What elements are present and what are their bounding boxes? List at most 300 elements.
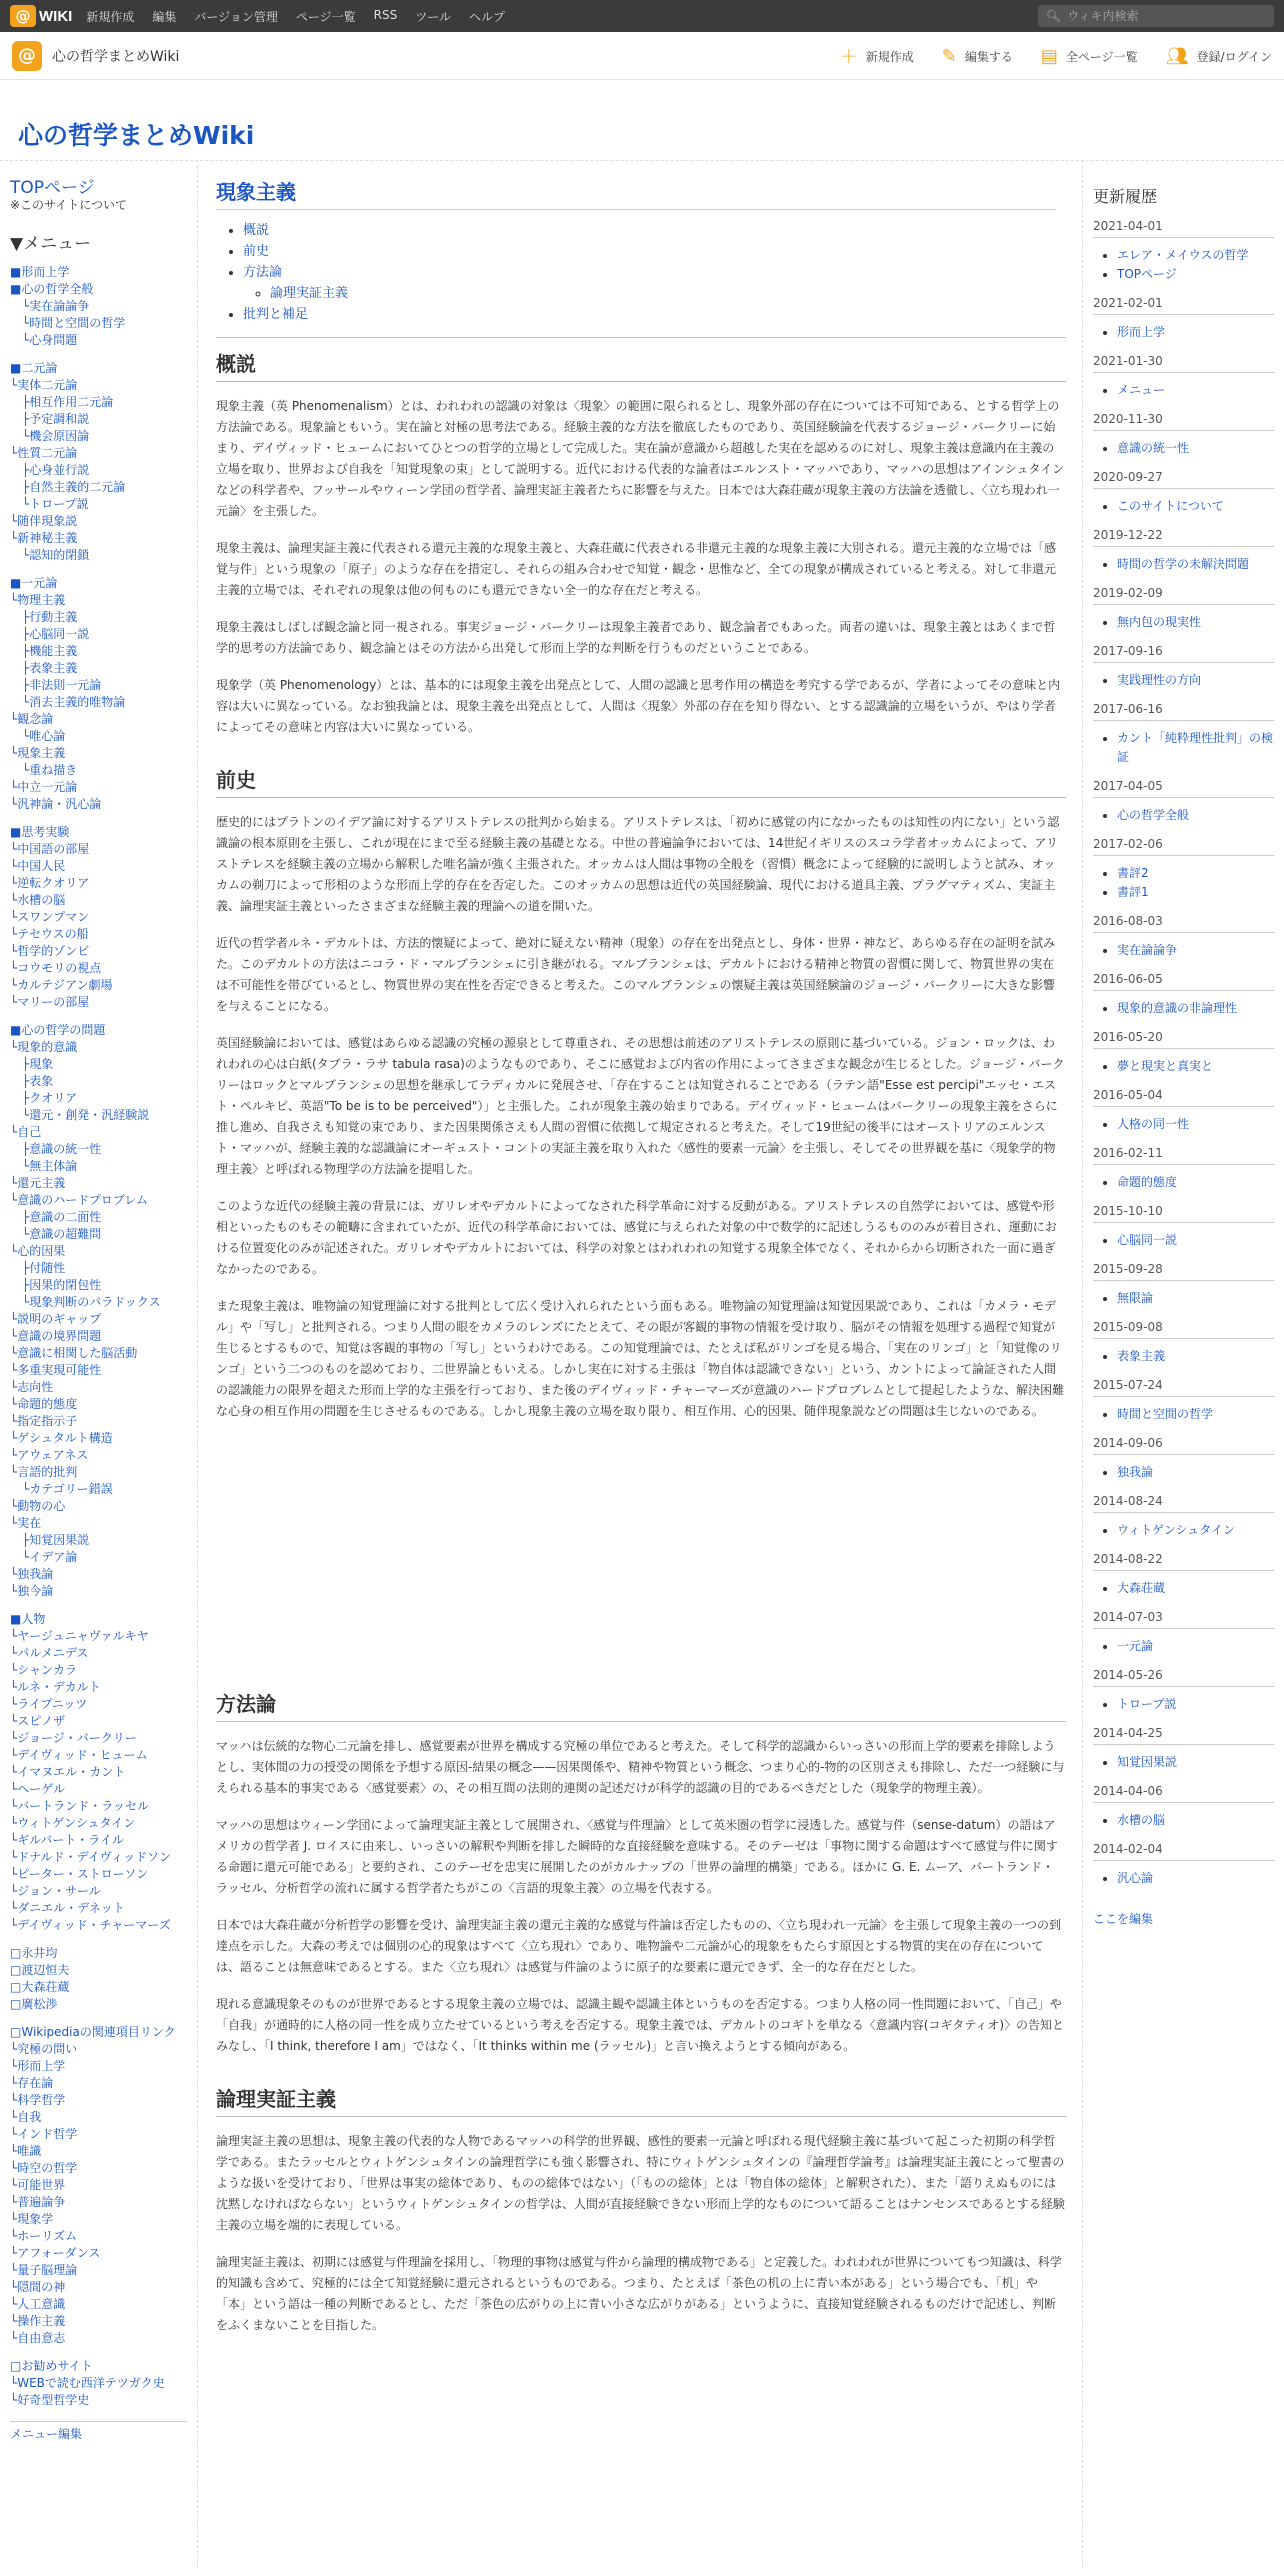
sidebar-item[interactable]: └スピノザ [10, 1714, 66, 1728]
changed-page-link[interactable]: 夢と現実と真実と [1117, 1059, 1214, 1073]
menu-new[interactable]: 新規作成 [86, 9, 135, 24]
change-date: 2014-09-06 [1093, 1436, 1274, 1455]
sidebar-item[interactable]: └中国人民 [10, 859, 66, 873]
sidebar-item[interactable]: ├意識の統一性 [10, 1142, 102, 1156]
paragraph: 日本では大森荘蔵が分析哲学の影響を受け、論理実証主義の還元主義的な感覚与件論は否定したものの、〈立ち現われ一元論〉を主張して現象主義の一つの到達点を示した。大森の考えでは個別の心的現象はすべて〈立ち現れ〉であり、唯物論や二元論が心的現象をもたらす原因とする物質的実在の存在については、語ることは無意味であるとする。また〈立ち現れ〉は感覚与件論のように原子的な要素に還元できず、全一的な存在だとした。 [216, 1918, 1062, 1974]
sidebar-item[interactable]: └ヘーゲル [10, 1782, 65, 1796]
sidebar-item[interactable]: □廣松渉 [10, 1997, 58, 2011]
sidebar-item[interactable]: └現象判断のパラドックス [10, 1295, 161, 1309]
sidebar-item[interactable]: └デイヴィッド・チャーマーズ [10, 1918, 171, 1932]
sidebar-item[interactable]: └独我論 [10, 1567, 54, 1581]
change-list [1117, 1231, 1274, 1250]
change-date: 2016-05-04 [1093, 1088, 1274, 1107]
sidebar-item[interactable]: └バートランド・ラッセル [10, 1799, 149, 1813]
change-date: 2019-12-22 [1093, 528, 1274, 547]
changed-page-link[interactable]: 命題的態度 [1117, 1175, 1178, 1189]
menu-rss[interactable]: RSS [373, 7, 398, 22]
toc-link[interactable]: 論理実証主義 [270, 286, 349, 301]
menu-help[interactable]: ヘルプ [469, 9, 506, 24]
menu-edit-label[interactable]: メニュー編集 [10, 2427, 83, 2441]
change-list [1117, 1811, 1274, 1830]
sidebar-item[interactable]: □お勧めサイト [10, 2359, 93, 2373]
change-date: 2014-08-22 [1093, 1552, 1274, 1571]
change-list [1117, 941, 1274, 960]
sidebar-item[interactable]: └重ね描き [10, 763, 78, 777]
changed-page-link[interactable]: 時間の哲学の未解決問題 [1117, 557, 1250, 571]
list-item [1117, 729, 1274, 767]
sidebar-item[interactable]: ■二元論 [10, 361, 58, 375]
recent-changes-title: 更新履歴 [1093, 187, 1158, 206]
list-item [1117, 246, 1274, 265]
sidebar-item[interactable]: └ライプニッツ [10, 1697, 88, 1711]
article-sections [216, 348, 1066, 2336]
changed-page-link[interactable]: 無限論 [1117, 1291, 1154, 1305]
sidebar-item[interactable]: └ギルバート・ライル [10, 1833, 124, 1847]
change-list [1117, 1579, 1274, 1598]
list-item [1117, 883, 1274, 902]
changed-page-link[interactable]: 書評1 [1117, 885, 1149, 899]
recent-changes-list [1093, 219, 1274, 1888]
sidebar-item[interactable]: └形而上学 [10, 2059, 66, 2073]
sidebar-item[interactable]: └多重実現可能性 [10, 1363, 102, 1377]
sidebar-item[interactable]: └実体二元論 [10, 378, 78, 392]
changed-page-link[interactable]: エレア・メイウスの哲学 [1117, 248, 1249, 262]
change-list [1117, 1463, 1274, 1482]
login-label: 登録/ログイン [1196, 49, 1272, 64]
change-date: 2016-02-11 [1093, 1146, 1274, 1165]
sidebar-item[interactable]: └ウィトゲンシュタイン [10, 1816, 136, 1830]
sidebar-item[interactable]: └中国語の部屋 [10, 842, 90, 856]
sidebar-item[interactable]: └性質二元論 [10, 446, 78, 460]
changed-page-link[interactable]: 意識の統一性 [1117, 441, 1190, 455]
menu-tools[interactable]: ツール [415, 9, 451, 24]
sidebar-item[interactable]: └心身問題 [10, 333, 78, 347]
list-item [1117, 1057, 1274, 1076]
sidebar-item[interactable]: □大森荘蔵 [10, 1980, 70, 1994]
sidebar-item[interactable]: └意識のハードプロブレム [10, 1193, 148, 1207]
paragraph: 英国経験論においては、感覚はあらゆる認識の究極の源泉として尊重され、その思想は前述のアリストテレスの原則に基づいている。ジョン・ロックは、われわれの心は白紙(タブラ・ラサ tabula rasa)のようなものであり、そこに感覚および内省の作用によってさまざまな観念が生じるとした。ジョージ・バークリーはロックとマルブランシェの思想を継承してラディカルに発展させ、「存在することは知覚されることである（ラテン語"Esse est percipi"エッセ・エスト・ペルキピ、英語"To be is to be perceived"）」と主張した。これが現象主義の始まりである。デイヴィッド・ヒュームはバークリーの現象主義をさらに推し進め、自我さえも知覚の束であり、また因果関係さえも人間の習慣に依拠して規定されると考えた。そして19世紀の後半にはオーストリアのエルンスト・マッハが、経験主義的な認識論にオーギュスト・コントの実証主義を取り入れた〈感性的要素一元論〉を主張し、そしてその世界観を基に〈現象学的物理主義〉と呼ばれる物理学の方法論を提唱した。 [216, 1036, 1065, 1176]
sidebar-item[interactable]: ├非法則一元論 [10, 678, 102, 692]
toc-item [243, 304, 1066, 325]
paragraph: 論理実証主義は、初期には感覚与件理論を採用し、「物理的事物は感覚与件から論理的構成物である」と定義した。われわれが世界についてもつ知識は、科学的知識も含めて、究極的には全て知覚経験に還元されるというものである。つまり、たとえば「茶色の机の上に青い本がある」という場合でも、「机」や「本」という語は一種の判断であるとし、ただ「茶色の広がりの上に青い小さな広がりがある」というように、直接知覚経験されるものだけで記述し、判断をふくまないことを目指した。 [216, 2255, 1062, 2332]
sidebar-item[interactable]: └普遍論争 [10, 2195, 66, 2209]
sidebar-item[interactable]: └自由意志 [10, 2331, 66, 2345]
sidebar-item[interactable]: └操作主義 [10, 2314, 66, 2328]
paragraph: 近代の哲学者ルネ・デカルトは、方法的懐疑によって、絶対に疑えない精神（現象）の存在を出発点とし、身体・世界・神など、あらゆる存在の証明を試みた。このデカルトの方法はニコラ・ド・マルブランシェに引き継がれる。マルブランシェは、デカルトにおける精神と物質の習慣に関して、物質世界の実在は不可能性を帯びているとし、物質世界の実在性を否定できると考えた。このマルブランシェの懐疑主義は英国経験論のジョージ・バークリーに大きな影響を与えることになる。 [216, 936, 1056, 1013]
change-date: 2015-09-08 [1093, 1320, 1274, 1339]
toc-link[interactable]: 批判と補足 [243, 307, 309, 322]
changed-page-link[interactable]: 一元論 [1117, 1639, 1154, 1653]
changed-page-link[interactable]: 人格の同一性 [1117, 1117, 1190, 1131]
sidebar-item[interactable]: └実在 [10, 1516, 42, 1530]
change-list [1117, 1115, 1274, 1134]
sidebar-item[interactable]: └物理主義 [10, 593, 66, 607]
sidebar-item[interactable]: └唯識 [10, 2144, 42, 2158]
menu-heading: ▼メニュー [10, 234, 92, 254]
list-item [1117, 1115, 1274, 1134]
sidebar-item[interactable]: └隠間の神 [10, 2280, 66, 2294]
sidebar-item[interactable]: ├予定調和説 [10, 412, 90, 426]
sidebar-item[interactable]: └ジョージ・バークリー [10, 1731, 137, 1745]
change-date: 2014-08-24 [1093, 1494, 1274, 1513]
changed-page-link[interactable]: 書評2 [1117, 866, 1149, 880]
sidebar-item[interactable]: └機会原因論 [10, 429, 90, 443]
menu-group [10, 264, 187, 349]
sidebar-item[interactable]: └コウモリの視点 [10, 961, 102, 975]
change-date: 2017-04-05 [1093, 779, 1274, 798]
sidebar-item[interactable]: □渡辺恒夫 [10, 1963, 70, 1977]
menu-group [10, 1022, 187, 1600]
list-item [1117, 497, 1274, 516]
list-item [1117, 1695, 1274, 1714]
change-date: 2021-01-30 [1093, 354, 1274, 373]
list-item [1117, 1869, 1274, 1888]
sidebar-item[interactable]: └可能世界 [10, 2178, 66, 2192]
changed-page-link[interactable]: 実践理性の方向 [1117, 673, 1202, 687]
sidebar-item[interactable]: └意識の超難問 [10, 1227, 102, 1241]
paragraph: 現象主義（英 Phenomenalism）とは、われわれの認識の対象は〈現象〉の範囲に限られるとし、現象外部の存在については不可知である、とする哲学上の方法論である。現象論ともいう。実在論と対極の思考法である。経験主義的な方法を徹底したものであり、英国経験論を代表するジョージ・バークリーに始まり、デイヴィッド・ヒュームにおいてひとつの哲学的立場として完成した。実在論が意識から超越した実在を認めるのに対し、現象主義は意識内在主義の立場を取り、世界および自我を「知覚現象の束」として説明する。近代における代表的な論者はエルンスト・マッハであり、マッハの思想はアインシュタインなどの科学者や、フッサールやウィーン学団の哲学者、論理実証主義者たちに影響を与えた。日本では大森荘蔵が現象主義の方法論を透徹し、〈立ち現われ一元論〉を主張した。 [216, 399, 1065, 518]
sidebar-item[interactable]: └現象主義 [10, 746, 66, 760]
change-list [1117, 1695, 1274, 1714]
list-item [1117, 613, 1274, 632]
menu-groups [10, 264, 187, 2409]
change-date: 2014-04-25 [1093, 1726, 1274, 1745]
change-list [1117, 613, 1274, 632]
header-actions [812, 32, 1272, 80]
edit-here-link[interactable]: ここを編集 [1093, 1912, 1154, 1926]
sidebar-item[interactable]: □Wikipediaの関連項目リンク [10, 2025, 176, 2039]
sidebar-item[interactable]: └アフォーダンス [10, 2246, 101, 2260]
atwiki-logo[interactable] [10, 5, 72, 27]
changed-page-link[interactable]: 大森荘蔵 [1117, 1581, 1166, 1595]
changed-page-link[interactable]: メニュー [1117, 383, 1166, 397]
site-name[interactable]: 心の哲学まとめWiki [52, 48, 180, 65]
changed-page-link[interactable]: 知覚因果説 [1117, 1755, 1178, 1769]
sidebar-item[interactable]: └唯心論 [10, 729, 66, 743]
changed-page-link[interactable]: 心の哲学全般 [1117, 808, 1190, 822]
paragraph: 現象主義はしばしば観念論と同一視される。事実ジョージ・バークリーは現象主義者であり、観念論者でもあった。両者の違いは、現象主義とはあくまで哲学的思考の方法論であり、観念論とはその方法から出発して形而上学的な判断を行うものだということである。 [216, 620, 1056, 655]
sidebar-item[interactable]: ■心の哲学の問題 [10, 1023, 106, 1037]
sidebar-item[interactable]: └独今論 [10, 1584, 54, 1598]
sidebar-item[interactable]: └無主体論 [10, 1159, 78, 1173]
changed-page-link[interactable]: トロープ説 [1117, 1697, 1177, 1711]
sidebar-item[interactable]: └認知的閉鎖 [10, 548, 90, 562]
top-page-link[interactable]: TOPページ [10, 178, 95, 198]
user-add-icon: 👥︎ [1165, 45, 1189, 67]
sidebar-item[interactable]: └好奇型哲学史 [10, 2393, 90, 2407]
sidebar-item[interactable]: └消去主義的唯物論 [10, 695, 126, 709]
changed-page-link[interactable]: TOPページ [1117, 267, 1177, 281]
change-date: 2020-09-27 [1093, 470, 1274, 489]
change-date: 2015-09-28 [1093, 1262, 1274, 1281]
changed-page-link[interactable]: このサイトについて [1117, 499, 1224, 513]
plus-icon: ＋ [839, 47, 858, 68]
menu-pagelist[interactable]: ページ一覧 [295, 9, 356, 24]
sidebar-item[interactable]: ├知覚因果説 [10, 1533, 90, 1547]
sidebar-item[interactable]: └デイヴィッド・ヒューム [10, 1748, 148, 1762]
sidebar-item[interactable]: └WEBで読む西洋テツガク史 [10, 2376, 165, 2390]
sidebar-item[interactable]: └ヤージュニャヴァルキヤ [10, 1629, 149, 1643]
sidebar-item[interactable]: └実在論論争 [10, 299, 90, 313]
change-date: 2019-02-09 [1093, 586, 1274, 605]
sidebar-item[interactable]: └命題的態度 [10, 1397, 78, 1411]
sidebar-item[interactable]: └ホーリズム [10, 2229, 77, 2243]
paragraph: 現象学（英 Phenomenology）とは、基本的には現象主義を出発点として、人間の認識と思考作用の構造を考究する学であるが、学者によってその意味と内容は大いに異なっている。なお独我論とは、現象主義を出発点として、人間は〈現象〉外部の存在を知り得ない、とする認識論的立場をいうが、やはり学者によってその意味と内容は大いに異なっている。 [216, 678, 1061, 734]
menu-group [10, 1611, 187, 1934]
change-date: 2016-06-05 [1093, 972, 1274, 991]
sidebar-item[interactable]: └汎神論・汎心論 [10, 797, 102, 811]
toc-link[interactable]: 方法論 [243, 265, 283, 280]
list-item [1117, 381, 1274, 400]
sidebar-item[interactable]: └志向性 [10, 1380, 54, 1394]
sidebar-item[interactable]: ■心の哲学全般 [10, 282, 94, 296]
sidebar-item[interactable]: ■一元論 [10, 576, 58, 590]
section-heading: 論理実証主義 [216, 2083, 1066, 2117]
sidebar-item[interactable]: └アウェアネス [10, 1448, 89, 1462]
changed-page-link[interactable]: 現象的意識の非論理性 [1117, 1001, 1238, 1015]
sidebar-item[interactable]: └ジョン・サール [10, 1884, 101, 1898]
change-list [1117, 806, 1274, 825]
sidebar-item[interactable]: └パルメニデス [10, 1646, 89, 1660]
sidebar-item[interactable]: └自己 [10, 1125, 42, 1139]
paragraph: また現象主義は、唯物論の知覚理論に対する批判として広く受け入れられたという面もある。唯物論の知覚理論は知覚因果説であり、これは「カメラ・モデル」や「写し」と批判される。つまり人間の眼をカメラのレンズにたとえて、その眼が客観的事物の情報を受け取り、脳がその情報を処理する過程で知覚が生じるとするもので、知覚は客観的事物の「写し」というわけである。この知覚理論では、たとえば私がリンゴを見る場合、「実在のリンゴ」と「知覚像のリンゴ」という二つのものを認めており、二世界論ともいえる。しかし実在に対する主張は「物自体は認識できない」という、カントによって論証された人間の認識能力の限界を超えた形而上学的な主張を行っており、また後のデイヴィッド・チャーマーズが意識のハードプロブレムとして提起したような、解決困難な心身の相互作用の問題を生じさせるものである。しかし現象主義の立場を取り限り、相互作用、心的因果、随伴現象説などの問題は生じないのである。 [216, 1299, 1065, 1418]
login-button[interactable] [1166, 46, 1272, 67]
toc-item [243, 262, 1066, 304]
sidebar-item[interactable]: ├自然主義的二元論 [10, 480, 126, 494]
sidebar-item[interactable]: ├表象 [10, 1074, 54, 1088]
new-page-label: 新規作成 [865, 49, 914, 64]
change-date: 2015-10-10 [1093, 1204, 1274, 1223]
sidebar-item[interactable]: └動物の心 [10, 1499, 66, 1513]
about-link[interactable]: ※このサイトについて [10, 198, 127, 212]
sidebar-item[interactable]: □永井均 [10, 1946, 58, 1960]
changed-page-link[interactable]: 独我論 [1117, 1465, 1154, 1479]
sidebar-item[interactable]: └意識の境界問題 [10, 1329, 102, 1343]
menu-group [10, 360, 187, 564]
changed-page-link[interactable]: 汎心論 [1117, 1871, 1154, 1885]
list-item [1117, 941, 1274, 960]
sidebar-item[interactable]: └存在論 [10, 2076, 54, 2090]
sidebar-item[interactable]: └中立一元論 [10, 780, 78, 794]
sidebar-item[interactable]: └ダニエル・デネット [10, 1901, 125, 1915]
section-heading: 前史 [216, 764, 1066, 798]
change-list [1117, 1057, 1274, 1076]
sidebar-item[interactable]: └インド哲学 [10, 2127, 78, 2141]
list-item [1117, 1753, 1274, 1772]
sidebar-item[interactable]: ├付随性 [10, 1261, 66, 1275]
paragraph: 論理実証主義の思想は、現象主義の代表的な人物であるマッハの科学的世界観、感性的要素一元論と呼ばれる現代経験主義に基づいて起こった初期の科学哲学である。またラッセルとウィトゲンシュタインの論理哲学にも強く影響され、特にウィトゲンシュタインの『論理哲学論考』は論理実証主義にとって聖書のような扱いを受けており、「世界は事実の総体であり、ものの総体ではない」（「ものの総体」とは「物自体の総体」と解釈された）、また「語りえぬものには沈黙しなければならない」というウィトゲンシュタインの哲学は、人間が直接経験できない形而上学的なものについて語ることはナンセンスであるとする経験主義の立場を端的に表現している。 [216, 2134, 1065, 2232]
sidebar-item[interactable]: ├心身並行説 [10, 463, 90, 477]
changed-page-link[interactable]: 形而上学 [1117, 325, 1166, 339]
change-date: 2014-02-04 [1093, 1842, 1274, 1861]
sidebar-item[interactable]: └シャンカラ [10, 1663, 77, 1677]
change-list [1117, 1405, 1274, 1424]
site-header-bar [0, 32, 1284, 80]
search-box [1038, 5, 1274, 27]
list-item [1117, 265, 1274, 284]
change-list [1117, 439, 1274, 458]
paragraph: 現れる意識現象そのものが世界であるとする現象主義の立場では、認識主観や認識主体というものを否定する。つまり人格の同一性問題において、「自己」や「自我」が通時的に人格の同一性を成り立たせているという考えを否定する。現象主義では、デカルトのコギトを単なる〈意識内容(コギタティオ)〉の告知とみなし、「I think, therefore I am」ではなく、「It thinks within me (ラッセル)」と言い換えようとする傾向がある。 [216, 1997, 1065, 2053]
sidebar-item[interactable]: ├相互作用二元論 [10, 395, 114, 409]
change-list [1117, 246, 1274, 284]
change-date: 2021-04-01 [1093, 219, 1274, 238]
pencil-icon: ✎ [941, 45, 957, 67]
sidebar-item[interactable]: └ゲシュタルト構造 [10, 1431, 113, 1445]
toc-divider [216, 337, 1066, 338]
sidebar-item[interactable]: └新神秘主義 [10, 531, 78, 545]
sidebar-item[interactable]: ├機能主義 [10, 644, 78, 658]
top-toolbar [0, 0, 1284, 32]
table-of-contents [243, 220, 1066, 325]
sidebar-item[interactable]: └現象学 [10, 2212, 54, 2226]
sidebar-item[interactable]: ├心脳同一説 [10, 627, 90, 641]
changed-page-link[interactable]: 無内包の現実性 [1117, 615, 1202, 629]
changed-page-link[interactable]: 表象主義 [1117, 1349, 1166, 1363]
sidebar-item[interactable]: └観念論 [10, 712, 54, 726]
menu-edit[interactable]: 編集 [152, 9, 177, 24]
list-item [1117, 323, 1274, 342]
list-item [1117, 671, 1274, 690]
toc-item [243, 220, 1066, 241]
list-item [1117, 1521, 1274, 1540]
sidebar-item[interactable]: └自我 [10, 2110, 42, 2124]
search-input[interactable] [1067, 9, 1267, 23]
list-item [1117, 1289, 1274, 1308]
change-list [1117, 1289, 1274, 1308]
sidebar-item[interactable]: └現象的意識 [10, 1040, 78, 1054]
changed-page-link[interactable]: カント「純粋理性批判」の検証 [1117, 731, 1274, 764]
sidebar-item[interactable]: └イマヌエル・カント [10, 1765, 126, 1779]
sidebar-item[interactable]: └カテゴリー錯誤 [10, 1482, 113, 1496]
sidebar-item[interactable]: ├現象 [10, 1057, 54, 1071]
change-list [1117, 1173, 1274, 1192]
sidebar-item[interactable]: └マリーの部屋 [10, 995, 90, 1009]
change-date: 2016-05-20 [1093, 1030, 1274, 1049]
toc-link[interactable]: 前史 [243, 244, 270, 259]
change-list [1117, 1347, 1274, 1366]
top-menu [86, 8, 523, 25]
sidebar-item[interactable]: └ピーター・ストローソン [10, 1867, 149, 1881]
change-list [1117, 1753, 1274, 1772]
sidebar-item[interactable]: └水槽の脳 [10, 893, 66, 907]
sidebar-item[interactable]: └指定指示子 [10, 1414, 78, 1428]
change-list [1117, 323, 1274, 342]
changed-page-link[interactable]: ウィトゲンシュタイン [1117, 1523, 1236, 1537]
sidebar-item[interactable]: └究極の問い [10, 2042, 78, 2056]
page-title: 現象主義 [216, 176, 1056, 210]
sidebar-item[interactable]: └時空の哲学 [10, 2161, 78, 2175]
sidebar-item[interactable]: └言語的批判 [10, 1465, 78, 1479]
sidebar-item[interactable]: ■人物 [10, 1612, 46, 1626]
sidebar-item[interactable]: └哲学的ゾンビ [10, 944, 90, 958]
paragraph: マッハの思想はウィーン学団によって論理実証主義として展開され、〈感覚与件理論〉として英米圏の哲学に浸透した。感覚与件（sense-datum）の語はアメリカの哲学者 J. ロイスに由来し、いっさいの解釈や判断を排した瞬時的な直接経験を意味する。そのテーゼは「事物に関する命題はすべて感覚与件に関する命題に還元可能である」と要約され、このテーゼを忠実に展開したのがカルナップの「世界の論理的構築」である。ほかに G. E. ムーア、バートランド・ラッセル、分析哲学の流れに属する哲学者たちがこの〈言語的現象主義〉の立場を代表する。 [216, 1818, 1058, 1895]
list-item [1117, 1463, 1274, 1482]
change-list [1117, 864, 1274, 902]
main-content [200, 160, 1080, 2568]
sidebar-item[interactable]: ├因果的閉包性 [10, 1278, 102, 1292]
change-list [1117, 729, 1274, 767]
change-date: 2014-05-26 [1093, 1668, 1274, 1687]
new-page-button[interactable] [840, 43, 914, 69]
section-heading: 方法論 [216, 1688, 1066, 1722]
changed-page-link[interactable]: 実在論論争 [1117, 943, 1178, 957]
sidebar-item[interactable]: └意識に相関した脳活動 [10, 1346, 138, 1360]
list-item [1117, 1579, 1274, 1598]
change-list [1117, 381, 1274, 400]
toc-item [270, 283, 1066, 304]
change-date: 2020-11-30 [1093, 412, 1274, 431]
menu-group [10, 2358, 187, 2409]
changed-page-link[interactable]: 時間と空間の哲学 [1117, 1407, 1214, 1421]
sidebar-item[interactable]: └カルテジアン劇場 [10, 978, 113, 992]
sidebar-item[interactable]: └説明のギャップ [10, 1312, 102, 1326]
sidebar-item[interactable]: ├行動主義 [10, 610, 78, 624]
toc-item [243, 241, 1066, 262]
menu-version[interactable]: バージョン管理 [194, 9, 278, 24]
sidebar-item[interactable]: └逆転クオリア [10, 876, 90, 890]
change-list [1117, 1637, 1274, 1656]
edit-button[interactable] [942, 46, 1013, 67]
sidebar-item[interactable]: └随伴現象説 [10, 514, 78, 528]
menu-group [10, 575, 187, 813]
sidebar-item[interactable]: ├表象主義 [10, 661, 78, 675]
sidebar-item[interactable]: └還元・創発・汎経験説 [10, 1108, 150, 1122]
toc-link[interactable]: 概説 [243, 223, 270, 238]
sidebar-item[interactable]: ├クオリア [10, 1091, 78, 1105]
sidebar-item[interactable]: └人工意識 [10, 2297, 66, 2311]
list-item [1117, 1347, 1274, 1366]
menu-edit-link[interactable] [10, 2421, 187, 2443]
sidebar-item[interactable]: └還元主義 [10, 1176, 66, 1190]
change-list [1117, 555, 1274, 574]
sidebar-item[interactable]: └トロープ説 [10, 497, 89, 511]
sidebar-item[interactable]: ■思考実験 [10, 825, 70, 839]
all-pages-label: 全ページ一覧 [1065, 49, 1138, 64]
list-item [1117, 1811, 1274, 1830]
change-date: 2017-06-16 [1093, 702, 1274, 721]
sidebar-item[interactable]: └科学哲学 [10, 2093, 66, 2107]
wiki-title[interactable]: 心の哲学まとめWiki [18, 121, 255, 150]
sidebar-item[interactable]: └量子脳理論 [10, 2263, 78, 2277]
change-list [1117, 999, 1274, 1018]
changed-page-link[interactable]: 水槽の脳 [1117, 1813, 1166, 1827]
edit-label: 編集する [964, 49, 1013, 64]
logo-mark: @ [10, 5, 36, 27]
changed-page-link[interactable]: 心脳同一説 [1117, 1233, 1178, 1247]
search-icon[interactable]: 🔍︎ [1046, 9, 1062, 23]
list-item [1117, 1231, 1274, 1250]
sidebar-item[interactable]: ■形而上学 [10, 265, 70, 279]
list-item [1117, 439, 1274, 458]
sidebar-item[interactable]: └ルネ・デカルト [10, 1680, 101, 1694]
sidebar-item[interactable]: └ドナルド・デイヴィッドソン [10, 1850, 172, 1864]
paragraph: 歴史的にはプラトンのイデア論に対するアリストテレスの批判から始まる。アリストテレスは、「初めに感覚の内になかったものは知性の内にない」という認識論の根本原則を主張し、これが現在にまで至る経験主義の基礎となる。中世の普遍論争においては、14世紀イギリスのスコラ学者オッカムによって、アリストテレスを経験主義の立場から解釈した唯名論が強く主張された。オッカムは人間は事物の全般を（習慣）概念によって経験的に説明しようと試み、オッカムの剃刀によって形相のような形而上学的存在を否定した。このオッカムの思想は近代の英国経験論、現代における道具主義、プラグマティズム、実証主義、論理実証主義といったさまざまな経験主義的理論への道を開いた。 [216, 815, 1060, 913]
sidebar-item[interactable]: └時間と空間の哲学 [10, 316, 126, 330]
all-pages-button[interactable] [1041, 46, 1138, 67]
change-list [1117, 497, 1274, 516]
sidebar-item[interactable]: ├意識の二面性 [10, 1210, 102, 1224]
sidebar-item[interactable]: └テセウスの船 [10, 927, 89, 941]
site-icon: @ [12, 41, 42, 71]
logo-text: WIKI [39, 7, 73, 25]
sidebar-item[interactable]: └イデア論 [10, 1550, 78, 1564]
list-item [1117, 555, 1274, 574]
left-sidebar [0, 160, 198, 2568]
section-heading: 概説 [216, 348, 1066, 382]
menu-group [10, 2024, 187, 2347]
sidebar-item[interactable]: └スワンプマン [10, 910, 90, 924]
sidebar-item[interactable]: └心的因果 [10, 1244, 66, 1258]
